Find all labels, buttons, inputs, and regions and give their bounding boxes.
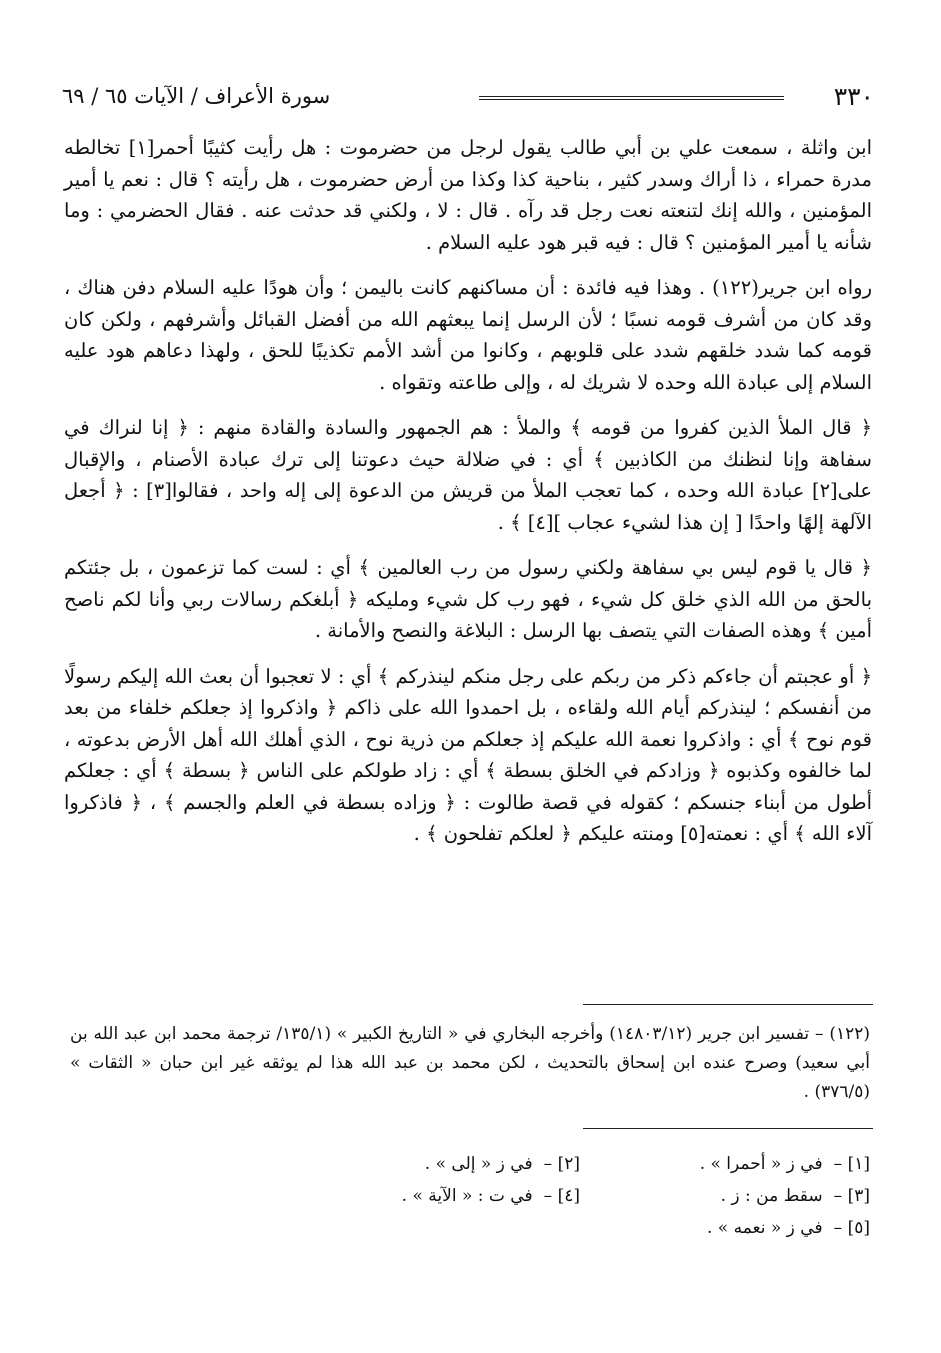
page-number: ٣٣٠ [833, 82, 874, 111]
footnote: (١٢٢) – تفسير ابن جرير (١٤٨٠٣/١٢) وأخرجه البخاري في « التاريخ الكبير » (١٣٥/١/ ترجمة محمد ابن عبد الله بن أبي سعيد) وصرح عنده ابن إسحاق بالتحديث ، لكن محمد بن عبد الله هذا لم يوثقه غير ابن حبان « الثقات » (٣٧٦/٥) . [70, 1024, 871, 1102]
variant-note-3 [580, 1180, 870, 1212]
variant-mark: [٤] – [543, 1186, 580, 1206]
paragraph-1: ابن واثلة ، سمعت علي بن أبي طالب يقول لرجل من حضرموت : هل رأيت كثيبًا أحمر[١] تخالطه مدرة حمراء ، ذا أراك وسدر كثير ، بناحية كذا وكذا من أرض حضرموت ، هل رأيته ؟ قال : نعم يا أمير المؤمنين ، والله إنك لتنعته نعت رجل قد رآه . قال : لا ، ولكني قد حدثت عنه . فقال الحضرمي : وما شأنه يا أمير المؤمنين ؟ قال : فيه قبر هود عليه السلام . [64, 136, 872, 254]
variant-text: في ز « أحمرا » . [699, 1154, 823, 1174]
variant-note-2 [290, 1148, 580, 1180]
variant-row [180, 1148, 870, 1180]
running-title: سورة الأعراف / الآيات ٦٥ / ٦٩ [62, 84, 331, 108]
variant-text: في ز « نعمه » . [706, 1218, 823, 1238]
footnote-separator [583, 1004, 873, 1005]
variant-mark: [٥] – [833, 1218, 870, 1238]
variant-mark: [١] – [833, 1154, 870, 1174]
main-text [64, 132, 872, 864]
variant-text: سقط من : ز . [720, 1186, 823, 1206]
variant-row [180, 1212, 870, 1244]
variant-note-1 [580, 1148, 870, 1180]
paragraph-5: ﴿ أو عجبتم أن جاءكم ذكر من ربكم على رجل منكم لينذركم ﴾ أي : لا تعجبوا أن بعث الله إليكم رسولًا من أنفسكم ؛ لينذركم أيام الله ولقاءه ، بل احمدوا الله على ذاكم ﴿ واذكروا إذ جعلكم خلفاء من بعد قوم نوح ﴾ أي : واذكروا نعمة الله عليكم إذ جعلكم من ذرية نوح ، الذي أهلك الله أهل الأرض بدعوته ، لما خالفوه وكذبوه ﴿ وزادكم في الخلق بسطة ﴾ أي : زاد طولكم على الناس ﴿ بسطة ﴾ أي : جعلكم أطول من أبناء جنسكم ؛ كقوله في قصة طالوت : ﴿ وزاده بسطة في العلم والجسم ﴾ ، ﴿ فاذكروا آلاء الله ﴾ أي : نعمته[٥] ومنته عليكم ﴿ لعلكم تفلحون ﴾ . [64, 664, 872, 845]
header-rule [479, 96, 784, 100]
variants-separator [583, 1128, 873, 1129]
variant-note-5 [580, 1212, 870, 1244]
variant-mark: [٢] – [543, 1154, 580, 1174]
variant-text: في ز « إلى » . [424, 1154, 533, 1174]
paragraph-2: رواه ابن جرير(١٢٢) . وهذا فيه فائدة : أن مساكنهم كانت باليمن ؛ وأن هودًا عليه السلام دفن هناك ، وقد كان من أشرف قومه نسبًا ؛ لأن الرسل إنما يبعثهم الله من أفضل القبائل وأشرفهم ، ولكن كان قومه كما شدد خلقهم شدد على قلوبهم ، وكانوا من أشد الأمم تكذيبًا للحق ، ولهذا دعاهم هود عليه السلام إلى عبادة الله وحده لا شريك له ، وإلى طاعته وتقواه . [64, 276, 873, 394]
paragraph-3: ﴿ قال الملأ الذين كفروا من قومه ﴾ والملأ : هم الجمهور والسادة والقادة منهم : ﴿ إنا لنراك في سفاهة وإنا لنظنك من الكاذبين ﴾ أي : في ضلالة حيث دعوتنا إلى ترك عبادة الأصنام ، والإقبال على[٢] عبادة الله وحده ، كما تعجب الملأ من قريش من الدعوة إلى إله واحد ، فقالوا[٣] : ﴿ أجعل الآلهة إلهًا واحدًا [ إن هذا لشيء عجاب ][٤] ﴾ . [64, 416, 872, 534]
textual-variants [180, 1148, 870, 1244]
variant-mark: [٣] – [833, 1186, 870, 1206]
page-header [62, 78, 874, 118]
variant-row [180, 1180, 870, 1212]
variant-text: في ت : « الآية » . [401, 1186, 533, 1206]
variant-note-4 [290, 1180, 580, 1212]
paragraph-4: ﴿ قال يا قوم ليس بي سفاهة ولكني رسول من رب العالمين ﴾ أي : لست كما تزعمون ، بل جئتكم بالحق من الله الذي خلق كل شيء ، فهو رب كل شيء ومليكه ﴿ أبلغكم رسالات ربي وأنا لكم ناصح أمين ﴾ وهذه الصفات التي يتصف بها الرسل : البلاغة والنصح والأمانة . [64, 556, 872, 642]
